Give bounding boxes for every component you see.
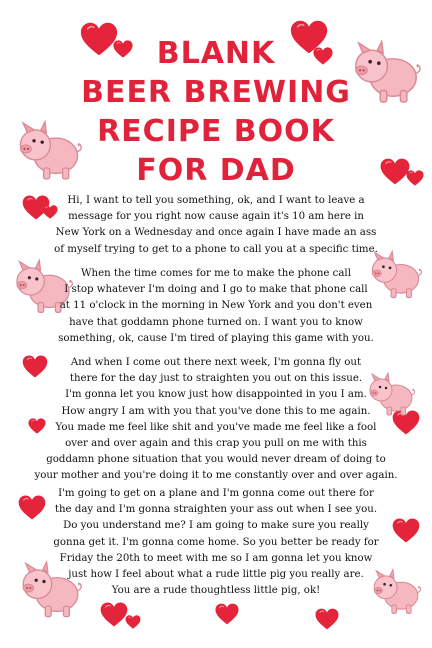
text-line: Hi, I want to tell you something, ok, and I want to leave a bbox=[67, 195, 365, 206]
paragraph-3 bbox=[0, 355, 432, 485]
paragraph-1 bbox=[0, 193, 432, 258]
title-line: BEER BREWING bbox=[81, 75, 351, 110]
text-line: You are a rude thoughtless little pig, ok! bbox=[111, 585, 321, 597]
paragraph-4 bbox=[0, 486, 432, 599]
text-line: at 11 o'clock in the morning in New York and you don't even bbox=[59, 300, 373, 312]
text-line: When the time comes for me to make the phone call bbox=[81, 268, 351, 279]
text-line: there for the day just to straighten you out on this issue. bbox=[69, 373, 363, 385]
heart-icon bbox=[100, 602, 128, 627]
text-line: I'm gonna let you know just how disappointed in you I am. bbox=[65, 389, 367, 401]
heart-icon bbox=[215, 603, 239, 625]
title-line: FOR DAD bbox=[136, 153, 296, 188]
text-line: something, ok, cause I'm tired of playing this game with you. bbox=[58, 332, 374, 344]
text-line: message for you right now cause again it's 10 am here in bbox=[68, 211, 364, 223]
book-title bbox=[0, 34, 432, 190]
text-line: have that goddamn phone turned on. I want you to know bbox=[69, 316, 363, 328]
text-line: And when I come out there next week, I'm gonna fly out bbox=[70, 357, 362, 368]
text-line: the day and I'm gonna straighten your ass out when I see you. bbox=[54, 504, 378, 516]
text-line: Do you understand me? I am going to make sure you really bbox=[63, 520, 369, 532]
text-line: of myself trying to get to a phone to call you at a specific time. bbox=[54, 243, 378, 255]
text-line: New York on a Wednesday and once again I have made an ass bbox=[55, 227, 377, 239]
text-line: your mother and you're doing it to me constantly over and over again. bbox=[34, 470, 398, 482]
text-line: Friday the 20th to meet with me so I am gonna let you know bbox=[59, 552, 373, 564]
paragraph-2 bbox=[0, 266, 432, 347]
text-line: I'm going to get on a plane and I'm gonna come out there for bbox=[58, 488, 374, 499]
text-line: over and over again and this crap you pull on me with this bbox=[65, 438, 367, 450]
title-line: RECIPE BOOK bbox=[97, 114, 335, 149]
text-line: How angry I am with you that you've done this to me again. bbox=[61, 405, 371, 417]
text-line: just how I feel about what a rude little pig you really are. bbox=[68, 569, 364, 581]
text-line: goddamn phone situation that you would never dream of doing to bbox=[46, 454, 386, 466]
text-line: gonna get it. I'm gonna come home. So you better be ready for bbox=[53, 536, 379, 548]
heart-icon bbox=[125, 615, 141, 629]
text-line: You made me feel like shit and you've made me feel like a fool bbox=[55, 421, 377, 433]
text-line: I stop whatever I'm doing and I go to make that phone call bbox=[64, 284, 368, 296]
title-line: BLANK bbox=[156, 36, 276, 71]
heart-icon bbox=[315, 608, 339, 630]
